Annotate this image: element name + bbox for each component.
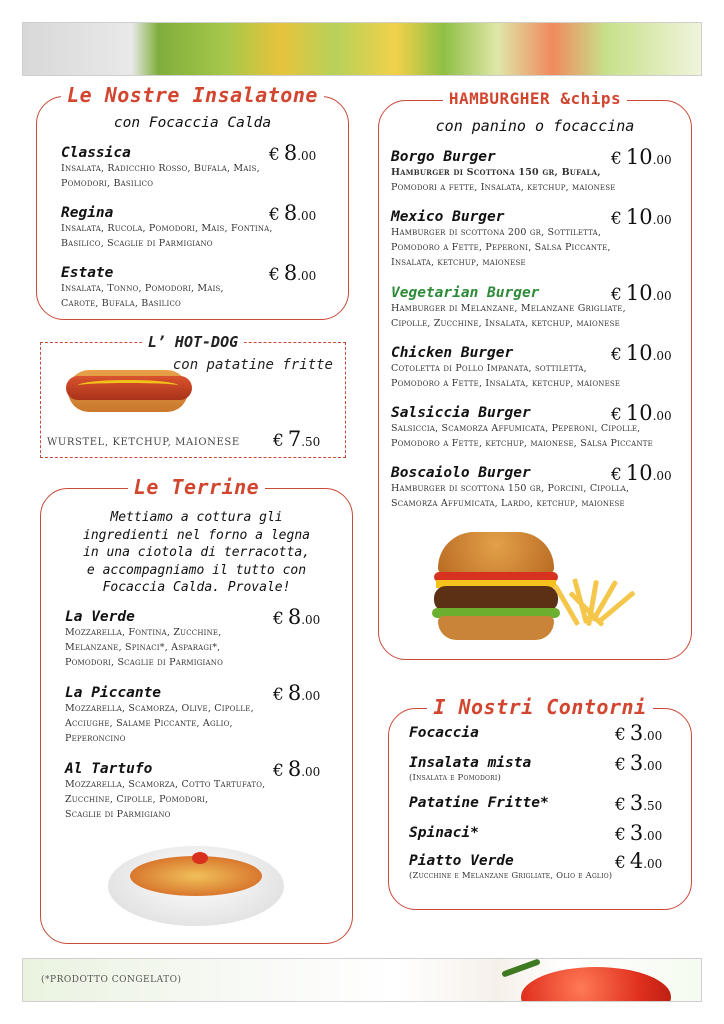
terrine-intro: Mettiamo a cottura gli ingredienti nel forno a legna in una ciotola di terracotta, e accompagniamo il tutto con Focaccia Calda. Provale!: [83, 510, 310, 595]
price: € 4.00: [615, 849, 663, 873]
hotdog-desc: WURSTEL, KETCHUP, MAIONESE: [47, 437, 240, 448]
price: € 10.00: [611, 401, 672, 425]
hotdog-image: [66, 356, 192, 422]
price: € 10.00: [611, 341, 672, 365]
tomato-leaf-icon: [501, 958, 541, 977]
top-salad-banner: [22, 22, 702, 76]
price: € 3.00: [615, 751, 663, 775]
price: € 3.00: [615, 721, 663, 745]
menu-item: Boscaiolo Burger Hamburger di scottona 150 gr, Porcini, Cipolla, Scamorza Affumicata, Lardo, ketchup, maionese: [391, 465, 630, 509]
hotdog-subtitle: con patatine fritte: [172, 357, 333, 373]
menu-item: Piatto Verde (Zucchine e Melanzane Grigliate, Olio e Aglio): [409, 853, 613, 881]
hotdog-title: L’ HOT-DOG: [41, 333, 345, 351]
price: € 10.00: [611, 205, 672, 229]
menu-item: Focaccia: [409, 725, 479, 741]
terrine-dish-image: [108, 840, 284, 932]
vegetarian-label: Vegetarian Burger: [391, 285, 540, 301]
tomato-icon: [521, 967, 671, 1002]
hamburger-subtitle: con panino o focaccina: [435, 117, 635, 135]
menu-item: Borgo Burger Hamburger di Scottona 150 gr, Bufala, Pomodori a fette, Insalata, ketchup, maionese: [391, 149, 616, 193]
price: € 10.00: [611, 281, 672, 305]
menu-item: Spinaci*: [409, 825, 479, 841]
terrine-title: Le Terrine: [41, 475, 352, 499]
menu-item: Patatine Fritte*: [409, 795, 549, 811]
price: € 7.50: [273, 427, 321, 451]
fries-image: [556, 572, 632, 634]
insalatone-title: Le Nostre Insalatone: [37, 83, 348, 107]
menu-item: Vegetarian Burger Hamburger di Melanzane, Melanzane Grigliate, Cipolle, Zucchine, Insalata, ketchup, maionese: [391, 285, 626, 329]
menu-item: Al Tartufo Mozzarella, Scamorza, Cotto Tartufato, Zucchine, Cipolle, Pomodori, Scaglie di Parmigiano: [65, 761, 266, 820]
price: € 8.00: [273, 757, 321, 781]
price: € 8.00: [269, 141, 317, 165]
menu-item: Salsiccia Burger Salsiccia, Scamorza Affumicata, Peperoni, Cipolle, Pomodoro a Fette, ketchup, maionese, Salsa Piccante: [391, 405, 653, 449]
menu-item: Classica Insalata, Radicchio Rosso, Bufala, Mais, Pomodori, Basilico: [61, 145, 260, 189]
insalatone-subtitle: con Focaccia Calda: [113, 115, 272, 131]
menu-item: Estate Insalata, Tonno, Pomodori, Mais, Carote, Bufala, Basilico: [61, 265, 224, 309]
menu-item: Chicken Burger Cotoletta di Pollo Impanata, sottiletta, Pomodoro a Fette, Insalata, ketchup, maionese: [391, 345, 621, 389]
contorni-title: I Nostri Contorni: [389, 695, 691, 719]
price: € 8.00: [269, 201, 317, 225]
menu-item: Insalata mista (Insalata e Pomodori): [409, 755, 532, 783]
menu-item: La Verde Mozzarella, Fontina, Zucchine, Melanzane, Spinaci*, Asparagi*, Pomodori, Scaglie di Parmigiano: [65, 609, 224, 668]
menu-item: Mexico Burger Hamburger di scottona 200 gr, Sottiletta, Pomodoro a Fette, Peperoni, Salsa Piccante, Insalata, ketchup, maionese: [391, 209, 611, 268]
menu-item: La Piccante Mozzarella, Scamorza, Olive, Cipolle, Acciughe, Salame Piccante, Aglio, Peperoncino: [65, 685, 254, 744]
insalatone-section: [36, 83, 349, 320]
price: € 8.00: [269, 261, 317, 285]
bottom-banner: [22, 958, 702, 1002]
burger-image: [432, 532, 560, 644]
price: € 8.00: [273, 605, 321, 629]
hamburger-title: HAMBURGHER &chips: [379, 89, 691, 108]
menu-item: Regina Insalata, Rucola, Pomodori, Mais, Fontina, Basilico, Scaglie di Parmigiano: [61, 205, 273, 249]
contorni-section: [388, 695, 692, 910]
price: € 8.00: [273, 681, 321, 705]
price: € 10.00: [611, 461, 672, 485]
frozen-footnote: (*PRODOTTO CONGELATO): [41, 975, 182, 985]
price: € 3.50: [615, 791, 663, 815]
price: € 10.00: [611, 145, 672, 169]
price: € 3.00: [615, 821, 663, 845]
